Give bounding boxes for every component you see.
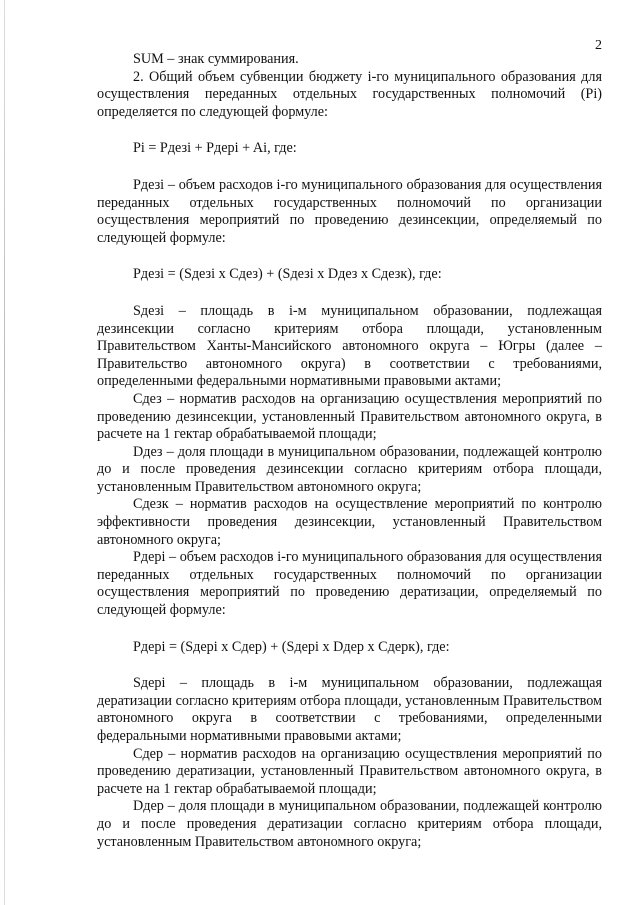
formula-pder: Pдерi = (Sдерi х Cдер) + (Sдерi х Dдер х Cдерк), где:	[133, 638, 450, 655]
paragraph-pder-definition: Pдерi – объем расходов i-го муниципального образования для осуществления переданных отдельных государственных полномочий по организации осуществления мероприятий по проведению дератизации, определяемый по следующей формуле:	[97, 549, 602, 619]
paragraph-ddez-definition: Dдез – доля площади в муниципальном образовании, подлежащей контролю до и после проведения дезинсекции согласно критериям отбора площади, установленным Правительством автономного округа;	[97, 443, 602, 495]
paragraph-pdez-definition: Pдезi – объем расходов i-го муниципального образования для осуществления переданных отдельных государственных полномочий по организации осуществления мероприятий по проведению дезинсекции, определяемый по следующей формуле:	[97, 176, 602, 246]
formula-pdez: Pдезi = (Sдезi х Cдез) + (Sдезi х Dдез х Cдезк), где:	[133, 266, 442, 283]
document-body	[97, 51, 602, 851]
scan-edge	[4, 0, 5, 905]
paragraph-dder-definition: Dдер – доля площади в муниципальном образовании, подлежащей контролю до и после проведения дератизации согласно критериям отбора площади, установленным Правительством автономного округа;	[97, 798, 602, 850]
paragraph-cdez-definition: Cдез – норматив расходов на организацию осуществления мероприятий по проведению дезинсекции, установленный Правительством автономного округа, в расчете на 1 гектар обрабатываемой площади;	[97, 390, 602, 443]
paragraph-sdez-definition: Sдезi – площадь в i-м муниципальном образовании, подлежащая дезинсекции согласно критериям отбора площади, установленным Правительством Ханты-Мансийского автономного округа – Югры (далее – Правительство автономного округа) в соответствии с требованиями, определенными федеральными нормативными правовыми актами;	[97, 302, 602, 390]
paragraph-total-subvention: 2. Общий объем субвенции бюджету i-го муниципального образования для осуществления переданных отдельных государственных полномочий (Pi) определяется по следующей формуле:	[97, 68, 602, 120]
formula-pi: Pi = Pдезi + Pдерi + Ai, где:	[133, 140, 297, 157]
paragraph-sder-definition: Sдерi – площадь в i-м муниципальном образовании, подлежащая дератизации согласно критериям отбора площади, установленным Правительством автономного округа в соответствии с требованиями, определенными федеральными нормативными правовыми актами;	[97, 675, 602, 744]
paragraph-sum-definition: SUM – знак суммирования.	[133, 51, 299, 67]
paragraph-cder-definition: Cдер – норматив расходов на организацию осуществления мероприятий по проведению дератизации, установленный Правительством автономного округа, в расчете на 1 гектар обрабатываемой площади;	[97, 745, 602, 797]
page-number: 2	[595, 38, 602, 53]
paragraph-cdezk-definition: Cдезк – норматив расходов на осуществление мероприятий по контролю эффективности проведения дезинсекции, установленный Правительством автономного округа;	[97, 496, 602, 548]
